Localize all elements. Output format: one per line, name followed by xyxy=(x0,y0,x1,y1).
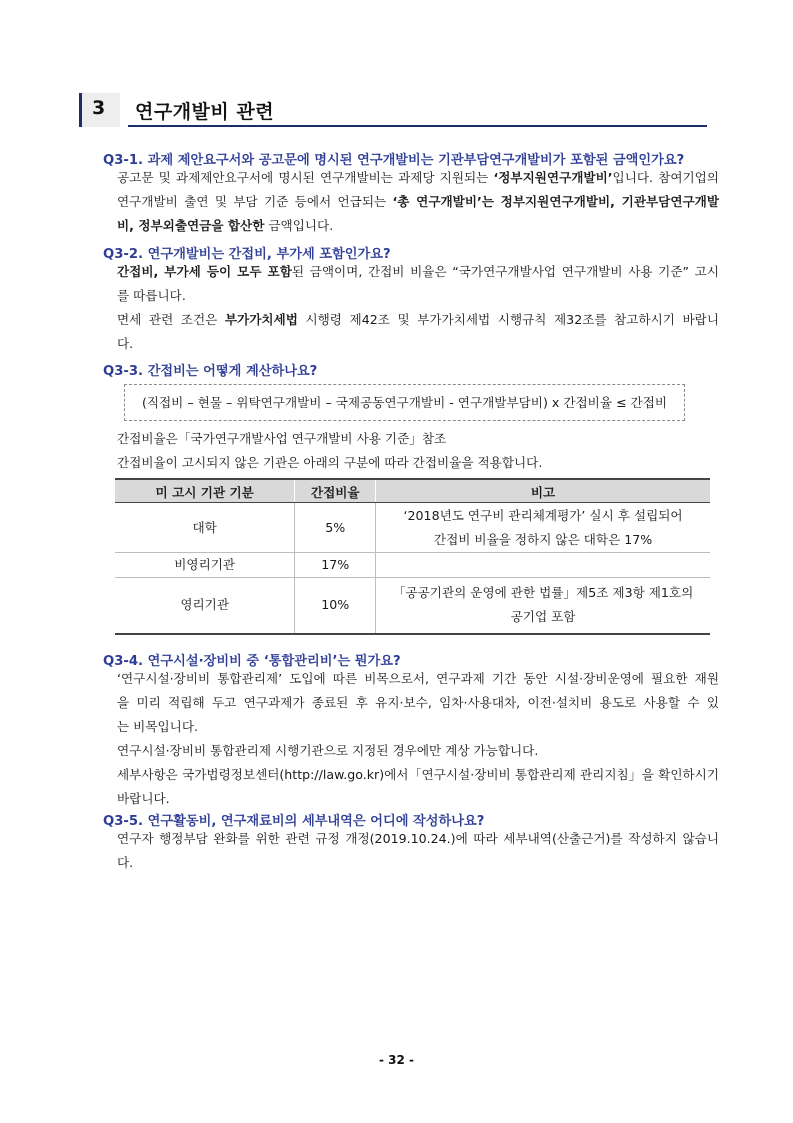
answer-3-4-line6: 바랍니다. xyxy=(117,791,170,806)
text: 된 금액이며, 간접비 비율은 “국가연구개발사업 연구개발비 사용 기준” 고시 xyxy=(291,264,719,279)
note-line: 공기업 포함 xyxy=(510,609,576,625)
text: 시행령 제42조 및 부가가치세법 시행규칙 제32조를 참고하시기 바랍니 xyxy=(297,312,720,327)
table-cell-type: 영리기관 xyxy=(115,578,295,634)
answer-3-3 xyxy=(117,427,719,475)
question-3-4-title: Q3-4. 연구시설·장비비 중 ‘통합관리비’는 뭔가요? xyxy=(103,654,401,669)
section-number-box xyxy=(82,93,120,127)
table-cell-note xyxy=(376,553,710,578)
answer-3-5-line2: 다. xyxy=(117,855,134,870)
table-cell-rate: 17% xyxy=(295,553,376,578)
text: 입니다. 참여기업의 xyxy=(612,170,719,185)
emphasis: 간접비, 부가세 등이 모두 포함 xyxy=(117,264,292,279)
answer-3-5 xyxy=(117,827,719,875)
answer-3-4-line4: 연구시설·장비비 통합관리제 시행기관으로 지정된 경우에만 계상 가능합니다. xyxy=(117,743,539,758)
text: 연구개발비 출연 및 부담 기준 등에서 언급되는 xyxy=(117,194,393,209)
table-cell-type: 대학 xyxy=(115,503,295,553)
table-row xyxy=(115,503,710,553)
answer-3-4-line1: ‘연구시설·장비비 통합관리제’ 도입에 따른 비목으로서, 연구과제 기간 동안 시설·장비운영에 필요한 재원 xyxy=(117,671,719,686)
table-header-cell: 미 고시 기관 기분 xyxy=(115,479,295,503)
section-underline xyxy=(128,125,707,127)
answer-3-3-note2: 간접비율이 고시되지 않은 기관은 아래의 구분에 따라 간접비율을 적용합니다. xyxy=(117,455,543,470)
question-3-1-title: Q3-1. 과제 제안요구서와 공고문에 명시된 연구개발비는 기관부담연구개발비가 포함된 금액인가요? xyxy=(103,153,685,168)
answer-3-2-line2: 를 따릅니다. xyxy=(117,288,186,303)
table-cell-note xyxy=(376,578,710,634)
answer-3-2-line3 xyxy=(117,308,719,332)
table-header-cell: 간접비율 xyxy=(295,479,376,503)
emphasis: 비, 정부외출연금을 합산한 xyxy=(117,218,265,233)
answer-3-1 xyxy=(117,166,719,238)
answer-3-4-line2: 을 미리 적립해 두고 연구과제가 종료된 후 유지·보수, 임차·사용대차, 이전·설치비 용도로 사용할 수 있 xyxy=(117,695,719,710)
text: 면세 관련 조건은 xyxy=(117,312,225,327)
indirect-rate-table xyxy=(115,478,710,635)
table-header-cell: 비고 xyxy=(376,479,710,503)
note-line: 간접비 비율을 정하지 않은 대학은 17% xyxy=(433,531,653,547)
answer-3-1-line1 xyxy=(117,166,719,190)
table-cell-rate: 10% xyxy=(295,578,376,634)
text: 공고문 및 과제제안요구서에 명시된 연구개발비는 과제당 지원되는 xyxy=(117,170,494,185)
answer-3-2-line4: 다. xyxy=(117,336,134,351)
text: 금액입니다. xyxy=(264,218,334,233)
table-cell-rate: 5% xyxy=(295,503,376,553)
answer-3-2 xyxy=(117,260,719,356)
answer-3-4-line3: 는 비목입니다. xyxy=(117,719,198,734)
emphasis: 부가가치세법 xyxy=(224,312,298,327)
answer-3-3-note1: 간접비율은「국가연구개발사업 연구개발비 사용 기준」참조 xyxy=(117,431,447,446)
answer-3-4 xyxy=(117,667,719,811)
section-header xyxy=(79,93,707,127)
question-3-2-title: Q3-2. 연구개발비는 간접비, 부가세 포함인가요? xyxy=(103,247,391,262)
question-3-5-title: Q3-5. 연구활동비, 연구재료비의 세부내역은 어디에 작성하나요? xyxy=(103,814,485,829)
page-number: - 32 - xyxy=(378,1053,414,1067)
emphasis: ‘정부지원연구개발비’ xyxy=(493,170,613,185)
answer-3-4-line5: 세부사항은 국가법령정보센터(http://law.go.kr)에서「연구시설·장비비 통합관리제 관리지침」을 확인하시기 xyxy=(117,767,719,782)
table-row xyxy=(115,578,710,634)
section-title: 연구개발비 관련 xyxy=(135,101,275,123)
answer-3-2-line1 xyxy=(117,260,719,284)
table-row xyxy=(115,553,710,578)
answer-3-5-line1: 연구자 행정부담 완화를 위한 관련 규정 개정(2019.10.24.)에 따라 세부내역(산출근거)를 작성하지 않습니 xyxy=(117,831,719,846)
answer-3-1-line2 xyxy=(117,190,719,214)
table-header-row xyxy=(115,479,710,503)
table-cell-type: 비영리기관 xyxy=(115,553,295,578)
note-line: ‘2018년도 연구비 관리체계평가’ 실시 후 설립되어 xyxy=(403,507,683,523)
indirect-cost-formula-box: (직접비 – 현물 – 위탁연구개발비 – 국제공동연구개발비 - 연구개발부담비) x 간접비율 ≤ 간접비 xyxy=(124,384,685,421)
answer-3-1-line3 xyxy=(117,214,719,238)
question-3-3-title: Q3-3. 간접비는 어떻게 계산하나요? xyxy=(103,364,318,379)
section-number: 3 xyxy=(92,97,106,119)
note-line: 「공공기관의 운영에 관한 법률」제5조 제3항 제1호의 xyxy=(392,585,694,601)
table-cell-note xyxy=(376,503,710,553)
emphasis: ‘총 연구개발비’는 정부지원연구개발비, 기관부담연구개발 xyxy=(392,194,719,209)
